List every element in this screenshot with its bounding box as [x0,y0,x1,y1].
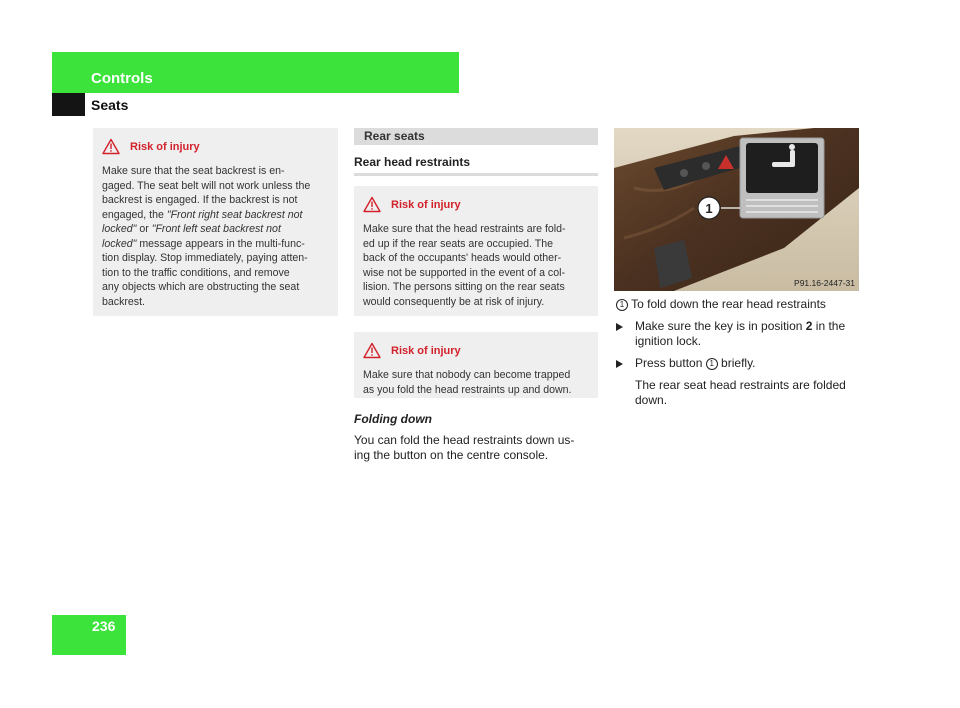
step-text-span: in the [812,319,846,333]
caption-text: To fold down the rear head restraints [631,297,826,311]
warning-triangle-icon [363,196,381,213]
bullet-arrow-icon [616,323,623,331]
warning-line: tion to the traffic conditions, and remove [102,266,290,279]
warning-text-span: or [136,223,152,235]
warning-line: lision. The persons sitting on the rear seats [363,281,565,293]
rear-head-restraints-heading: Rear head restraints [354,155,471,169]
warning-line: as you fold the head restraints up and down. [363,383,572,396]
heading-rule [354,173,598,176]
trap-warning-box [354,332,598,398]
callout-marker: 1 [616,299,628,311]
step-text-span: ignition lock. [635,334,702,348]
warning-line: ed up if the rear seats are occupied. The [363,237,554,250]
warning-line: gaged. The seat belt will not work unless the [102,179,311,192]
figure-code: P91.16-2447-31 [794,278,855,288]
chapter-title: Controls [91,70,153,87]
warning-text-span: message appears in the multi-func- [136,237,305,250]
head-restraint-warning-box [354,186,598,316]
warning-title: Risk of injury [391,344,461,357]
section-title: Seats [91,97,129,113]
warning-line: backrest. [102,295,145,308]
step-text [635,319,866,349]
warning-header [363,196,589,213]
step-text [635,356,866,371]
warning-line: any objects which are obstructing the seat [102,281,300,293]
warning-header [363,342,589,359]
warning-header [102,138,329,155]
warning-text [363,368,589,397]
warning-line: Make sure that the seat backrest is en- [102,165,285,177]
page-number: 236 [92,618,116,634]
step-text-span: Press button [635,356,706,370]
section-marker [52,93,85,116]
message-text: locked" [102,237,137,250]
warning-text-span: engaged, the [102,208,167,221]
folding-down-text [354,433,604,463]
warning-title: Risk of injury [391,198,461,211]
warning-line [102,208,329,223]
warning-line: Make sure that nobody can become trapped [363,369,571,381]
instruction-step [616,319,866,349]
bullet-arrow-icon [616,360,623,368]
body-line: ing the button on the centre console. [354,448,549,462]
result-line: down. [635,393,668,407]
rear-seats-heading: Rear seats [354,128,598,145]
figure-callout: 1 [705,201,713,216]
warning-line: backrest is engaged. If the backrest is not [102,194,298,206]
warning-line: tion display. Stop immediately, paying atten- [102,252,308,264]
warning-text [363,222,589,309]
warning-title: Risk of injury [130,140,200,153]
warning-triangle-icon [363,342,381,359]
message-text: locked" [102,223,137,235]
warning-line: would consequently be at risk of injury. [363,295,545,308]
warning-triangle-icon [102,138,120,155]
step-text-span: Make sure the key is in position [635,319,806,333]
warning-line: back of the occupants' heads would other- [363,252,562,264]
result-line: The rear seat head restraints are folded [635,378,846,392]
folding-down-heading: Folding down [354,412,432,426]
warning-line: wise not be supported in the event of a col- [363,266,565,279]
warning-line: Make sure that the head restraints are fold- [363,223,566,235]
body-line: You can fold the head restraints down us- [354,433,575,447]
instruction-step [616,356,866,371]
message-text: "Front right seat backrest not [166,208,303,221]
result-text [635,378,870,408]
warning-line [102,237,329,252]
warning-text [102,164,329,309]
message-text: "Front left seat backrest not [151,223,281,235]
callout-marker: 1 [706,358,718,370]
backrest-warning-box [93,128,338,316]
warning-line [102,222,329,237]
step-text-span: briefly. [717,356,756,370]
centre-console-photo [614,128,859,291]
key-position: 2 [805,319,813,333]
figure-caption [616,297,866,312]
